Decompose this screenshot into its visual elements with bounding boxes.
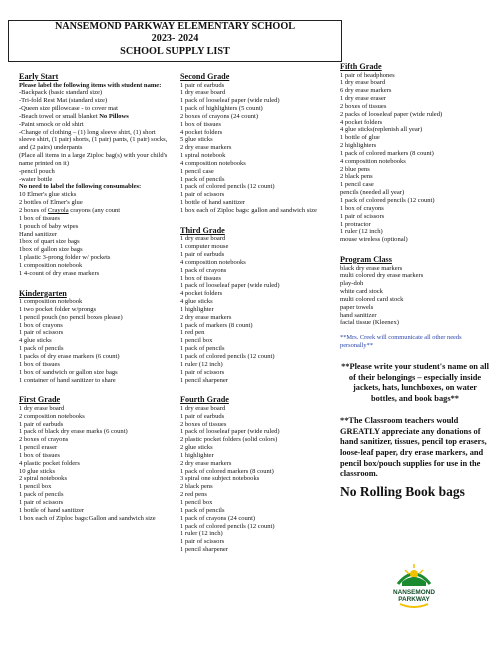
list-item: 1 pack of looseleaf paper (wide ruled) (180, 282, 280, 290)
list-item: 2 dry erase markers (180, 313, 232, 321)
list-item: 1 ruler (12 inch) (340, 228, 383, 236)
list-item-text: crayons (any count (68, 207, 121, 214)
list-item: 2 glue sticks (180, 444, 213, 452)
section-title-fifth-grade: Fifth Grade (340, 62, 382, 71)
list-item: 1 bottle of hand sanitizer (19, 506, 85, 514)
list-item: 2 boxes of tissues (340, 102, 387, 110)
list-item: 1 pack of black dry erase marks (6 count) (19, 428, 128, 436)
list-item: 1 highlighter (180, 451, 214, 459)
list-item: 1 box of tissues (180, 274, 221, 282)
list-item: play-doh (340, 280, 364, 288)
list-item: 1 pack of markers (8 count) (180, 321, 253, 329)
list-item: 1 dry erase eraser (340, 95, 386, 103)
list-item: pencils (needed all year) (340, 189, 405, 197)
label-belongings-note: **Please write your student's name on all of their belongings – especially inside jackets, hats, lunchboxes, on water bottles, and book bags** (341, 361, 489, 403)
list-item: 1 bottle of glue (340, 134, 380, 142)
list-item: 1 highlighter (180, 305, 214, 313)
list-item: 1 ruler (12 inch) (180, 360, 223, 368)
list-item: 2 boxes of tissues (180, 420, 227, 428)
list-item: 1 pouch of baby wipes (19, 222, 79, 230)
list-item: 1 pack of colored markers (8 count) (180, 467, 274, 475)
list-item: 1 pack of colored pencils (12 count) (340, 197, 435, 204)
list-item: white card stock (340, 288, 383, 296)
list-item: 1 two pocket folder w/prongs (19, 305, 97, 313)
column-middle (180, 72, 340, 554)
list-item: 1box of gallon size bags (19, 246, 83, 254)
third-grade-list (180, 235, 340, 384)
mrs-creek-note: **Mrs. Creek will communicate all other needs personally** (340, 334, 462, 350)
list-item: -Backpack (basic standard size) (19, 89, 103, 97)
list-item: 1 pack of colored pencils (12 count) (180, 183, 275, 191)
school-year: 2023- 2024 (151, 33, 199, 45)
list-item: 1 pencil box (180, 337, 213, 345)
list-item: 4 composition notebooks (340, 157, 406, 165)
list-item: 1 pack of pencils (19, 491, 64, 499)
list-item: 1 pair of scissors (340, 212, 385, 220)
list-item: 1 box of sandwich or gallon size bags (19, 368, 118, 376)
list-item: 1 4-count of dry erase markers (19, 269, 100, 277)
list-item: 2 blue pens (340, 165, 370, 173)
list-item: 1 pair of earbuds (180, 251, 225, 259)
list-item: 2 boxes of crayons (19, 436, 69, 444)
list-item: 1 pack of pencils (180, 506, 225, 514)
list-item: 1 pair of earbuds (19, 420, 64, 428)
list-item: 4 pocket folders (180, 128, 223, 136)
list-item: 1 box of tissues (180, 120, 221, 128)
list-item: 1 pair of headphones (340, 71, 395, 79)
list-item: 1 box of crayons (19, 321, 63, 329)
document-header (8, 20, 342, 62)
program-class-list (340, 265, 490, 328)
school-name: NANSEMOND PARKWAY ELEMENTARY SCHOOL (54, 21, 296, 32)
no-label-heading: No need to label the following consumables: (19, 183, 142, 191)
no-rolling-bookbags-note: No Rolling Book bags (340, 483, 465, 499)
list-item: 1 pack of colored pencils (12 count) (180, 522, 275, 530)
list-item: 1 pack of pencils (180, 345, 225, 353)
list-item: 2 highlighters (340, 142, 377, 150)
list-item (19, 207, 169, 215)
list-item: 1 pack of colored pencils (12 count) (180, 353, 275, 360)
list-item: 1 pencil pouch (no pencil boxes please) (19, 313, 123, 321)
section-title-program-class: Program Class (340, 255, 392, 265)
list-item: 1 box of tissues (19, 451, 60, 459)
list-item: 1 protractor (340, 220, 371, 228)
list-item: multi colored dry erase markers (340, 272, 424, 280)
second-grade-list (180, 82, 340, 215)
donations-note: **The Classroom teachers would GREATLY appreciate any donations of hand sanitizer, tissues, pencil top erasers, loose-leaf paper, dry erase markers, and pencil box/pouch supplies for use in the classroom. (340, 416, 487, 479)
list-item: 1 bottle of hand sanitizer (180, 199, 246, 207)
list-item: 2 boxes of crayons (24 count) (180, 112, 258, 120)
logo-text-bottom: PARKWAY (398, 596, 430, 603)
list-item: 6 dry erase markers (340, 87, 392, 95)
first-grade-list (19, 405, 169, 523)
list-item: 1 pack of colored markers (8 count) (340, 149, 434, 157)
list-item: 4 glue sticks (180, 298, 213, 306)
list-item: 1 pencil case (340, 181, 374, 189)
list-item: 2 black pens (180, 483, 213, 491)
list-item: 1 pack of pencils (19, 345, 64, 353)
list-item: -Tri-fold Rest Mat (standard size) (19, 97, 108, 105)
logo-text-top: NANSEMOND (393, 589, 435, 596)
list-item: 4 composition notebooks (180, 159, 246, 167)
list-item: 2 composition notebooks (19, 412, 85, 420)
section-title-second-grade: Second Grade (180, 72, 230, 81)
section-title-early-start: Early Start (19, 72, 59, 81)
list-item: 2 plastic pocket folders (solid colors) (180, 436, 278, 444)
list-item: -Paint smock or old shirt (19, 120, 84, 128)
list-item: 1 box each of Ziploc bags: gallon and sandwich size (180, 207, 317, 214)
list-item: 1 pack of pencils (180, 175, 225, 183)
list-item: 1 pack of highlighters (5 count) (180, 105, 263, 113)
list-item: 4 pocket folders (340, 118, 383, 126)
list-item: 1 red pen (180, 329, 205, 337)
list-item: 10 Elmer's glue sticks (19, 191, 77, 199)
document-title: SCHOOL SUPPLY LIST (120, 45, 230, 57)
list-item: 1 packs of dry erase markers (6 count) (19, 353, 120, 360)
early-start-list (19, 89, 169, 183)
list-item: paper towels (340, 303, 374, 311)
list-item: 1 ruler (12 inch) (180, 530, 223, 538)
list-item: 1 dry erase board (19, 404, 65, 412)
brand-name: Crayola (47, 207, 69, 214)
list-item: 1 composition notebook (19, 298, 83, 306)
list-item: 1 dry erase board (180, 235, 226, 243)
kindergarten-list (19, 298, 169, 384)
consumables-list (19, 191, 169, 277)
list-item: (Place all items in a large Ziploc bag(s) with your child's name printed on it) (19, 152, 168, 167)
list-item (19, 113, 169, 121)
early-start-instruction: Please label the following items with student name: (19, 81, 162, 89)
list-item: 1box of quart size bags (19, 238, 80, 246)
list-item: 1 pair of scissors (180, 538, 225, 546)
fifth-grade-list (340, 72, 490, 245)
list-item: 1 pack of looseleaf paper (wide ruled) (180, 428, 280, 436)
list-item: hand sanitizer (340, 311, 377, 319)
fourth-grade-list (180, 405, 340, 554)
list-item: 1 box of tissues (19, 360, 60, 368)
list-item: black dry erase markers (340, 264, 403, 272)
section-title-first-grade: First Grade (19, 395, 61, 405)
list-item: 4 plastic pocket folders (19, 459, 80, 467)
list-item: 1 dry erase board (180, 89, 226, 97)
school-logo (390, 556, 438, 612)
column-right (340, 62, 490, 500)
section-title-third-grade: Third Grade (180, 225, 225, 235)
list-item: facial tissue (Kleenex) (340, 319, 399, 327)
list-item: multi colored card stock (340, 295, 404, 303)
list-item: 1 computer mouse (180, 243, 229, 251)
list-item: 4 glue sticks (19, 337, 52, 345)
list-item: 1 pencil sharpener (180, 376, 228, 384)
list-item: 2 dry erase markers (180, 144, 232, 152)
list-item-text: 2 boxes of (19, 207, 48, 214)
list-item: 3 spiral one subject notebooks (180, 475, 260, 483)
list-item: 1 box of crayons (340, 204, 384, 212)
list-item: 1 pencil sharpener (180, 546, 228, 554)
list-item: 1 pack of crayons (24 count) (180, 514, 256, 522)
column-left (19, 72, 169, 523)
list-item: 1 composition notebook (19, 261, 83, 269)
list-item: 1 pencil box (19, 483, 52, 491)
list-item: 1 dry erase board (180, 404, 226, 412)
list-item: 4 composition notebooks (180, 258, 246, 266)
list-item: -Queen size pillowcase - to cover mat (19, 105, 118, 113)
list-item: 1 pair of earbuds (180, 81, 225, 89)
list-item: 1 pack of crayons (180, 266, 227, 274)
list-item: 4 pocket folders (180, 290, 223, 298)
list-item-text: -Beach towel or small blanket (19, 112, 98, 120)
list-item: 1 dry erase board (340, 79, 386, 87)
list-item: 1 pair of scissors (19, 499, 64, 506)
list-item: 1 box each of Ziploc bags:Gallon and sandwich size (19, 514, 156, 522)
list-item: 2 red pens (180, 491, 207, 499)
no-pillows-note: No Pillows (99, 112, 129, 120)
list-item: 10 glue sticks (19, 467, 56, 475)
list-item: 1 plastic 3-prong folder w/ pockets (19, 254, 111, 262)
list-item: 1 spiral notebook (180, 152, 226, 160)
list-item: 2 black pens (340, 173, 373, 181)
list-item: 2 dry erase markers (180, 459, 232, 467)
list-item: 1 pair of scissors (180, 368, 225, 376)
section-title-fourth-grade: Fourth Grade (180, 395, 229, 405)
list-item: Hand sanitizer (19, 230, 57, 238)
list-item: -Change of clothing – (1) long sleeve shirt, (1) short sleeve shirt, (1 pair) shorts, (1 pair) pants, (1 pair) socks, and (2 pairs) underpants (19, 128, 168, 152)
list-item: 1 box of tissues (19, 214, 60, 222)
list-item: 5 glue sticks (180, 136, 213, 144)
list-item: 4 glue sticks(replenish all year) (340, 126, 423, 134)
list-item: 2 spiral notebooks (19, 475, 68, 483)
list-item: 1 pair of scissors (180, 191, 225, 199)
list-item: 2 packs of looseleaf paper (wide ruled) (340, 110, 443, 118)
list-item: 1 pencil box (180, 499, 213, 506)
list-item: 1 pack of looseleaf paper (wide ruled) (180, 97, 280, 105)
list-item: 2 bottles of Elmer's glue (19, 199, 83, 207)
section-title-kindergarten: Kindergarten (19, 288, 67, 298)
list-item: 1 pencil case (180, 167, 214, 175)
list-item: 1 container of hand sanitizer to share (19, 376, 116, 384)
list-item: -pencil pouch (19, 167, 55, 175)
list-item: mouse wireless (optional) (340, 236, 408, 244)
list-item: 1 pair of earbuds (180, 412, 225, 420)
list-item: -water bottle (19, 175, 53, 183)
list-item: 1 pair of scissors (19, 329, 64, 337)
list-item: 1 pencil eraser (19, 444, 58, 452)
